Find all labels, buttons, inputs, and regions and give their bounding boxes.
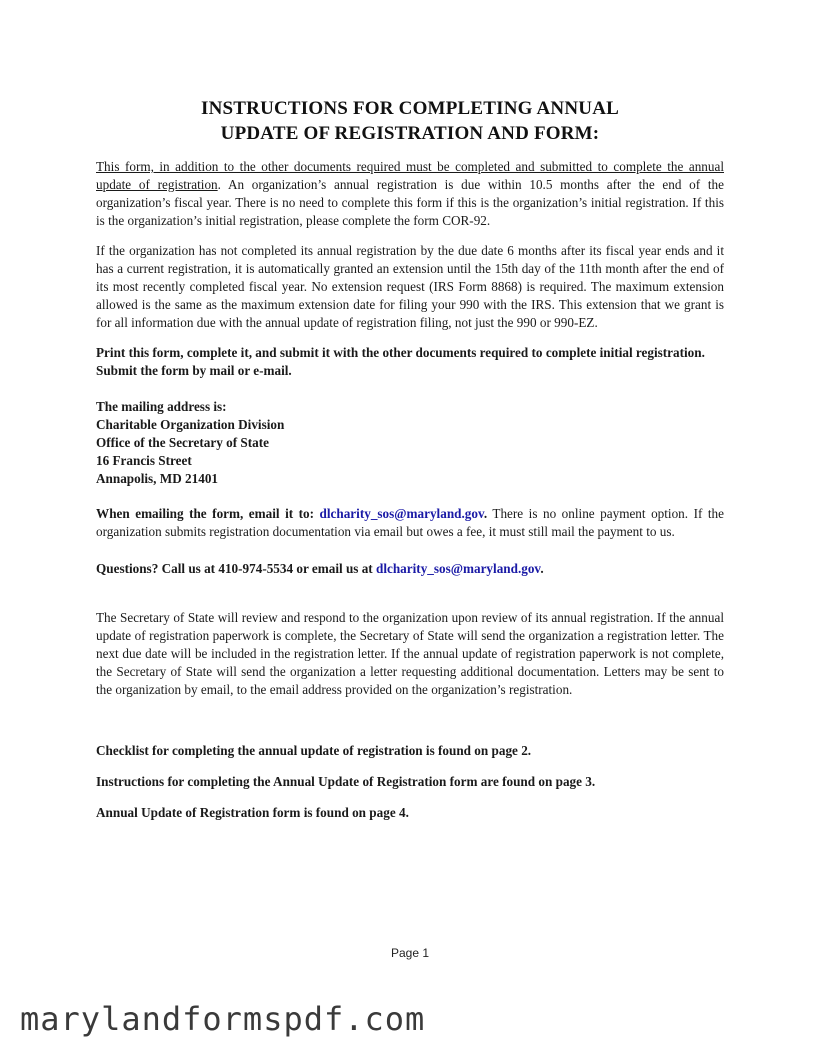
title-line-1: INSTRUCTIONS FOR COMPLETING ANNUAL	[201, 98, 619, 119]
intro-paragraph	[96, 158, 724, 230]
toc-item-form: Annual Update of Registration form is found on page 4.	[96, 805, 409, 820]
document-body	[96, 158, 724, 835]
mailing-line-1: Charitable Organization Division	[96, 417, 285, 432]
mailing-line-3: 16 Francis Street	[96, 453, 192, 468]
email-paragraph	[96, 505, 724, 541]
intro-underlined-text: This form, in addition to the other documents required must be completed and submitted to complete the annual update of registration	[96, 159, 724, 192]
toc-item-instructions: Instructions for completing the Annual Update of Registration form are found on page 3.	[96, 774, 596, 789]
mailing-heading: The mailing address is:	[96, 399, 227, 414]
title-line-2: UPDATE OF REGISTRATION AND FORM:	[220, 123, 600, 144]
mailing-address	[96, 398, 724, 488]
page-index	[96, 742, 724, 822]
email-rest: There is no online payment option. If the organization submits registration documentation via email but owes a fee, it must still mail the payment to us.	[96, 506, 724, 539]
intro-text: . An organization’s annual registration is due within 10.5 months after the end of the organization’s fiscal year. There is no need to complete this form if this is the organization’s initial registration. If this is the organization’s initial registration, please complete the form COR-92.	[96, 177, 725, 228]
questions-lead: Questions? Call us at 410-974-5534 or email us at	[96, 561, 376, 576]
email-link[interactable]: dlcharity_sos@maryland.gov	[319, 506, 484, 521]
toc-item-checklist: Checklist for completing the annual update of registration is found on page 2.	[96, 743, 532, 758]
questions-paragraph	[96, 560, 724, 578]
site-watermark: marylandformspdf.com	[20, 1000, 426, 1038]
email-period: .	[483, 506, 488, 521]
mailing-line-2: Office of the Secretary of State	[96, 435, 269, 450]
email-lead: When emailing the form, email it to:	[96, 506, 320, 521]
extension-paragraph: If the organization has not completed its annual registration by the due date 6 months after its fiscal year ends and it has a current registration, it is automatically granted an extension until the 15th day of the 11th month after the end of its most recently completed fiscal year. No extension request (IRS Form 8868) is required. The maximum extension allowed is the same as the maximum extension date for filing your 990 with the IRS. This extension that we grant is for all information due with the annual update of registration filing, not just the 990 or 990-EZ.	[96, 243, 724, 330]
review-paragraph: The Secretary of State will review and respond to the organization upon review of its annual registration. If the annual update of registration paperwork is complete, the Secretary of State will send the organization a registration letter. The next due date will be included in the registration letter. If the annual update of registration paperwork is not complete, the Secretary of State will send the organization a letter requesting additional documentation. Letters may be sent to the organization by email, to the email address provided on the organization’s registration.	[96, 610, 724, 697]
page-number: Page 1	[390, 946, 430, 960]
document-title	[0, 96, 820, 146]
questions-email-link[interactable]: dlcharity_sos@maryland.gov	[376, 561, 541, 576]
mailing-line-4: Annapolis, MD 21401	[96, 471, 219, 486]
questions-period: .	[540, 561, 544, 576]
print-instructions: Print this form, complete it, and submit it with the other documents required to complete initial registration. Submit the form by mail or e-mail.	[96, 345, 705, 378]
